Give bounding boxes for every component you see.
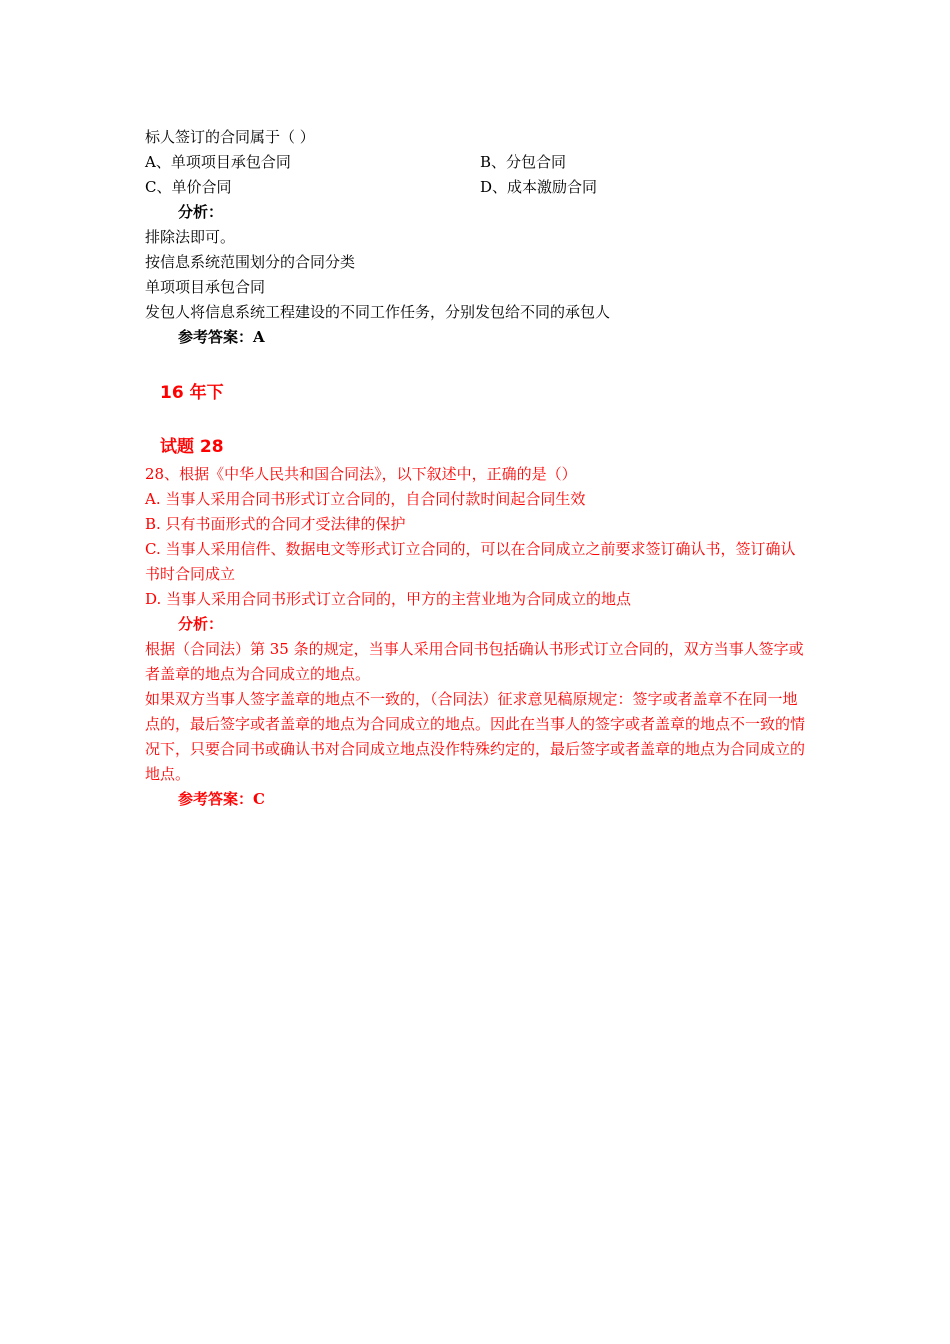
option-c: C、单价合同 [145, 178, 232, 196]
option-d: D. 当事人采用合同书形式订立合同的，甲方的主营业地为合同成立的地点 [145, 590, 632, 608]
question-heading: 试题 28 [160, 437, 224, 457]
options-row [145, 175, 810, 200]
document-page [145, 125, 810, 812]
reference-answer: 参考答案：A [178, 328, 265, 346]
question-stem: 28、根据《中华人民共和国合同法》，以下叙述中，正确的是（） [145, 465, 577, 483]
option-a: A、单项项目承包合同 [145, 153, 291, 171]
analysis-line: 排除法即可。 [145, 228, 236, 246]
analysis-paragraph: 根据（合同法）第 35 条的规定，当事人采用合同书包括确认书形式订立合同的，双方当事人签字或者盖章的地点为合同成立的地点。 [145, 640, 804, 683]
option-b: B. 只有书面形式的合同才受法律的保护 [145, 515, 406, 533]
option-c: C. 当事人采用信件、数据电文等形式订立合同的，可以在合同成立之前要求签订确认书，签订确认书时合同成立 [145, 540, 796, 583]
analysis-paragraph: 如果双方当事人签字盖章的地点不一致的，（合同法）征求意见稿原规定：签字或者盖章不在同一地点的，最后签字或者盖章的地点为合同成立的地点。因此在当事人的签字或者盖章的地点不一致的情况下，只要合同书或确认书对合同成立地点没作特殊约定的，最后签字或者盖章的地点为合同成立的地点。 [145, 690, 806, 783]
section-heading: 16 年下 [160, 383, 224, 403]
analysis-label: 分析： [178, 615, 224, 633]
analysis-line: 发包人将信息系统工程建设的不同工作任务，分别发包给不同的承包人 [145, 303, 611, 321]
option-a: A. 当事人采用合同书形式订立合同的，自合同付款时间起合同生效 [145, 490, 586, 508]
option-b: B、分包合同 [480, 153, 567, 171]
analysis-line: 按信息系统范围划分的合同分类 [145, 253, 356, 271]
reference-answer: 参考答案：C [178, 790, 265, 808]
option-d: D、成本激励合同 [480, 178, 598, 196]
question-stem: 标人签订的合同属于（ ） [145, 128, 315, 146]
analysis-label: 分析： [178, 203, 224, 221]
analysis-line: 单项项目承包合同 [145, 278, 266, 296]
options-row [145, 150, 810, 175]
